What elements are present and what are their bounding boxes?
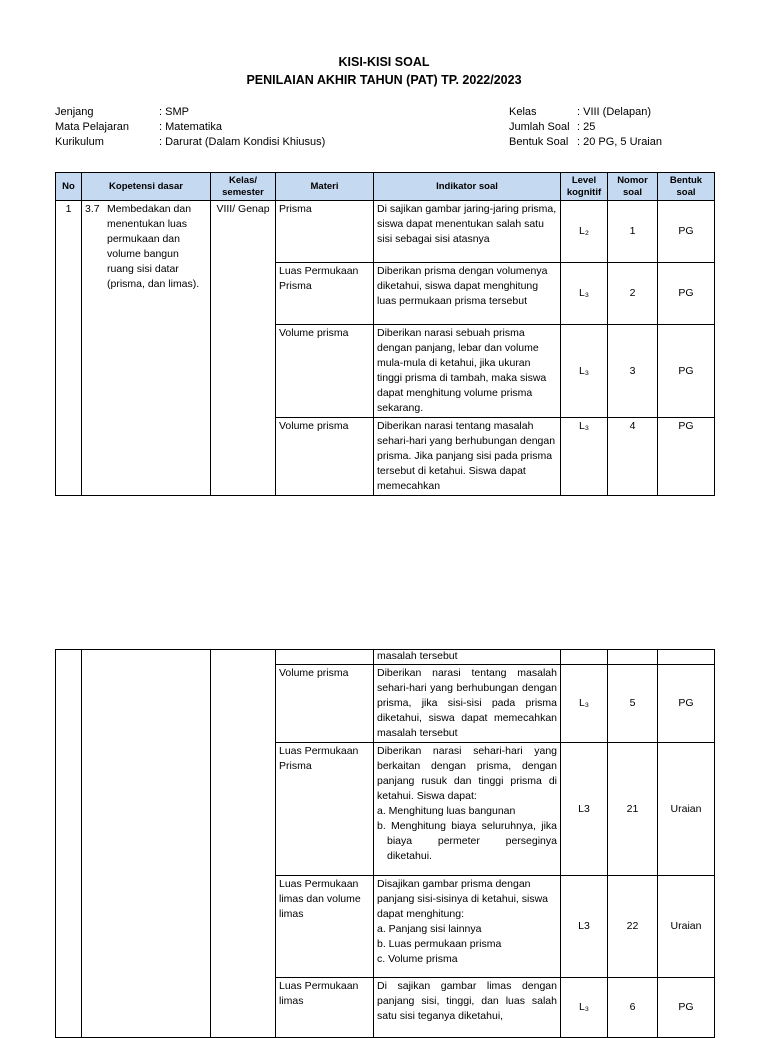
- level-cell: L₃: [561, 978, 608, 1038]
- meta-value: : Darurat (Dalam Kondisi Khiusus): [159, 136, 326, 148]
- meta-right: [509, 105, 662, 150]
- indikator-intro: Disajikan gambar prisma dengan panjang sisi-sisinya di ketahui, siswa dapat menghitung:: [377, 878, 548, 920]
- col-header-kd: Kopetensi dasar: [82, 173, 211, 201]
- indikator-cell: Diberikan narasi sebuah prisma dengan panjang, lebar dan volume mula-mula di ketahui, jika ukuran tinggi prisma di tambah, maka siswa dapat menghitung volume prisma sekarang.: [374, 325, 561, 418]
- level-cell: L3: [561, 743, 608, 876]
- document-subtitle: PENILAIAN AKHIR TAHUN (PAT) TP. 2022/2023: [246, 73, 522, 87]
- row-number-empty: [56, 650, 82, 1038]
- level-cell: [561, 650, 608, 665]
- meta-left: [55, 105, 325, 150]
- indikator-item: c. Volume prisma: [377, 953, 458, 965]
- materi-cell: Volume prisma: [276, 665, 374, 743]
- meta-label: Jenjang: [55, 106, 94, 118]
- indikator-cell: [374, 876, 561, 978]
- level-cell: L₃: [561, 263, 608, 325]
- bentuk-cell: PG: [658, 665, 715, 743]
- indikator-cell: Di sajikan gambar jaring-jaring prisma, siswa dapat menentukan salah satu sisi sebagai sisi atasnya: [374, 201, 561, 263]
- table-row: [56, 650, 715, 665]
- kelas-semester: VIII/ Genap: [211, 201, 276, 496]
- nomor-cell: [608, 650, 658, 665]
- bentuk-cell: PG: [658, 418, 715, 496]
- nomor-cell: 4: [608, 418, 658, 496]
- col-header-nomor: Nomor soal: [608, 173, 658, 201]
- indikator-item: b. Menghitung biaya seluruhnya, jika biaya permeter perseginya diketahui.: [377, 820, 557, 862]
- indikator-cell: Diberikan prisma dengan volumenya diketahui, siswa dapat menghitung luas permukaan prisma tersebut: [374, 263, 561, 325]
- table-header-row: [56, 173, 715, 201]
- meta-label: Mata Pelajaran: [55, 121, 129, 133]
- meta-bentuk-soal: [509, 135, 662, 150]
- materi-cell: Volume prisma: [276, 325, 374, 418]
- indikator-cell: Di sajikan gambar limas dengan panjang sisi, tinggi, dan luas salah satu sisi teganya diketahui,: [374, 978, 561, 1038]
- meta-label: Kurikulum: [55, 136, 104, 148]
- meta-value: : VIII (Delapan): [577, 106, 651, 118]
- kisi-kisi-table-page2: [55, 649, 715, 1038]
- nomor-cell: 21: [608, 743, 658, 876]
- level-cell: L₃: [561, 665, 608, 743]
- nomor-cell: 5: [608, 665, 658, 743]
- meta-value: : 25: [577, 121, 596, 133]
- kelas-semester-empty: [211, 650, 276, 1038]
- nomor-cell: 3: [608, 325, 658, 418]
- level-cell: L₃: [561, 325, 608, 418]
- document-title: KISI-KISI SOAL: [338, 55, 430, 69]
- bentuk-cell: PG: [658, 978, 715, 1038]
- bentuk-cell: PG: [658, 201, 715, 263]
- nomor-cell: 22: [608, 876, 658, 978]
- meta-kelas: [509, 105, 662, 120]
- col-header-level: Level kognitif: [561, 173, 608, 201]
- col-header-bentuk: Bentuk soal: [658, 173, 715, 201]
- kd-text: Membedakan dan menentukan luas permukaan dan volume bangun ruang sisi datar (prisma, dan limas).: [107, 203, 200, 290]
- meta-value: : SMP: [159, 106, 189, 118]
- meta-value: : Matematika: [159, 121, 222, 133]
- materi-cell: Luas Permukaan limas: [276, 978, 374, 1038]
- bentuk-cell: [658, 650, 715, 665]
- kisi-kisi-table-page1: [55, 172, 715, 496]
- meta-kurikulum: [55, 135, 325, 150]
- table-row: [56, 201, 715, 263]
- kompetensi-dasar-empty: [82, 650, 211, 1038]
- meta-label: Kelas: [509, 106, 537, 118]
- indikator-item: b. Luas permukaan prisma: [377, 938, 502, 950]
- indikator-cell: Diberikan narasi tentang masalah sehari-hari yang berhubungan dengan prisma. Jika panjang sisi pada prisma tersebut di ketahui. Siswa dapat memecahkan: [374, 418, 561, 496]
- nomor-cell: 6: [608, 978, 658, 1038]
- bentuk-cell: Uraian: [658, 743, 715, 876]
- level-cell: L3: [561, 876, 608, 978]
- materi-cell: Luas Permukaan Prisma: [276, 743, 374, 876]
- nomor-cell: 1: [608, 201, 658, 263]
- level-cell: L₃: [561, 418, 608, 496]
- meta-label: Jumlah Soal: [509, 121, 570, 133]
- col-header-no: No: [56, 173, 82, 201]
- indikator-item: a. Panjang sisi lainnya: [377, 923, 482, 935]
- bentuk-cell: PG: [658, 325, 715, 418]
- col-header-kelas: Kelas/ semester: [211, 173, 276, 201]
- kompetensi-dasar: [82, 201, 211, 496]
- nomor-cell: 2: [608, 263, 658, 325]
- col-header-indikator: Indikator soal: [374, 173, 561, 201]
- level-cell: L₂: [561, 201, 608, 263]
- indikator-cell: Diberikan narasi tentang masalah sehari-hari yang berhubungan dengan prisma, jika sisi-sisi pada prisma diketahui, siswa dapat memecahkan masalah tersebut: [374, 665, 561, 743]
- indikator-intro: Diberikan narasi sehari-hari yang berkaitan dengan prisma, dengan panjang rusuk dan tinggi prisma di ketahui. Siswa dapat:: [377, 745, 557, 802]
- meta-mapel: [55, 120, 325, 135]
- indikator-cell: masalah tersebut: [374, 650, 561, 665]
- col-header-materi: Materi: [276, 173, 374, 201]
- materi-cell: Prisma: [276, 201, 374, 263]
- indikator-cell: [374, 743, 561, 876]
- materi-cell: [276, 650, 374, 665]
- materi-cell: Luas Permukaan limas dan volume limas: [276, 876, 374, 978]
- row-number: 1: [56, 201, 82, 496]
- meta-jumlah-soal: [509, 120, 662, 135]
- meta-jenjang: [55, 105, 325, 120]
- materi-cell: Volume prisma: [276, 418, 374, 496]
- bentuk-cell: Uraian: [658, 876, 715, 978]
- indikator-item: a. Menghitung luas bangunan: [377, 805, 516, 817]
- meta-label: Bentuk Soal: [509, 136, 569, 148]
- kd-number: 3.7: [85, 203, 100, 215]
- materi-cell: Luas Permukaan Prisma: [276, 263, 374, 325]
- meta-value: : 20 PG, 5 Uraian: [577, 136, 662, 148]
- bentuk-cell: PG: [658, 263, 715, 325]
